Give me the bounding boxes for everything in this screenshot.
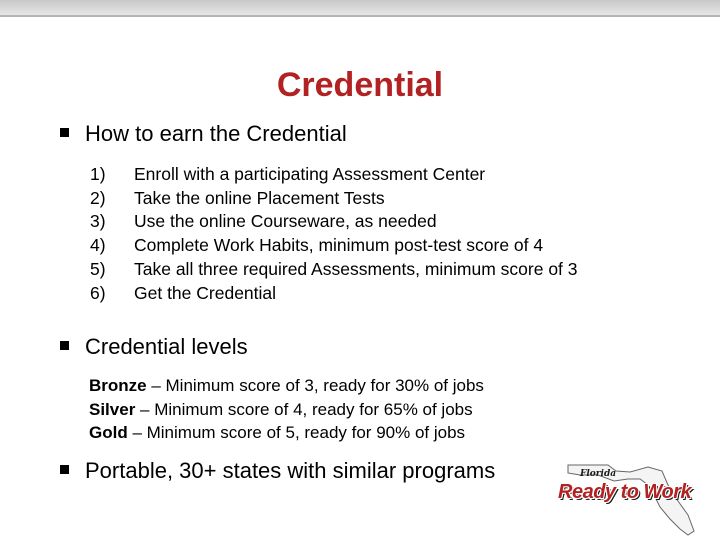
step-text: Use the online Courseware, as needed: [134, 211, 437, 232]
step-text: Get the Credential: [134, 282, 277, 303]
step-number: 6): [90, 282, 106, 303]
level-text: – Minimum score of 4, ready for 65% of jobs: [135, 399, 473, 419]
step-number: 5): [90, 258, 106, 279]
list-item: [89, 421, 484, 445]
list-item: [89, 374, 484, 398]
level-name: Silver: [89, 399, 136, 419]
list-item: [90, 187, 578, 211]
step-number: 1): [90, 164, 106, 184]
list-item: [90, 210, 578, 234]
logo-small-text: Florida: [580, 469, 617, 479]
level-name: Gold: [89, 423, 128, 442]
step-number: 3): [90, 211, 106, 232]
list-item: [90, 163, 578, 187]
level-name: Bronze: [89, 376, 147, 395]
step-number: 4): [90, 235, 106, 256]
list-item: [90, 234, 578, 258]
slide-title: Credential: [276, 66, 444, 104]
square-bullet-icon: [60, 128, 69, 137]
step-text: Complete Work Habits, minimum post-test score of 4: [134, 235, 544, 256]
step-number: 2): [90, 187, 106, 208]
section-heading: Portable, 30+ states with similar programs: [85, 458, 496, 483]
list-item: [90, 282, 578, 306]
logo-main-text: Ready to Work: [558, 481, 692, 503]
list-item: [89, 398, 484, 422]
florida-ready-to-work-logo: [550, 445, 715, 537]
level-text: – Minimum score of 3, ready for 30% of jobs: [146, 376, 484, 395]
levels-list: [89, 374, 484, 445]
section-earn: [60, 121, 347, 147]
section-heading: How to earn the Credential: [85, 121, 347, 146]
section-heading: Credential levels: [85, 334, 248, 359]
level-text: – Minimum score of 5, ready for 90% of jobs: [127, 423, 466, 442]
list-item: [90, 258, 578, 282]
square-bullet-icon: [60, 465, 69, 474]
section-levels: [60, 334, 248, 360]
step-text: Enroll with a participating Assessment Center: [134, 164, 486, 184]
section-portable: [60, 458, 495, 484]
header-divider: [0, 15, 720, 17]
step-text: Take the online Placement Tests: [134, 187, 385, 208]
top-header-band: [0, 0, 720, 15]
steps-list: [90, 163, 578, 305]
square-bullet-icon: [60, 341, 69, 350]
step-text: Take all three required Assessments, minimum score of 3: [134, 258, 578, 279]
